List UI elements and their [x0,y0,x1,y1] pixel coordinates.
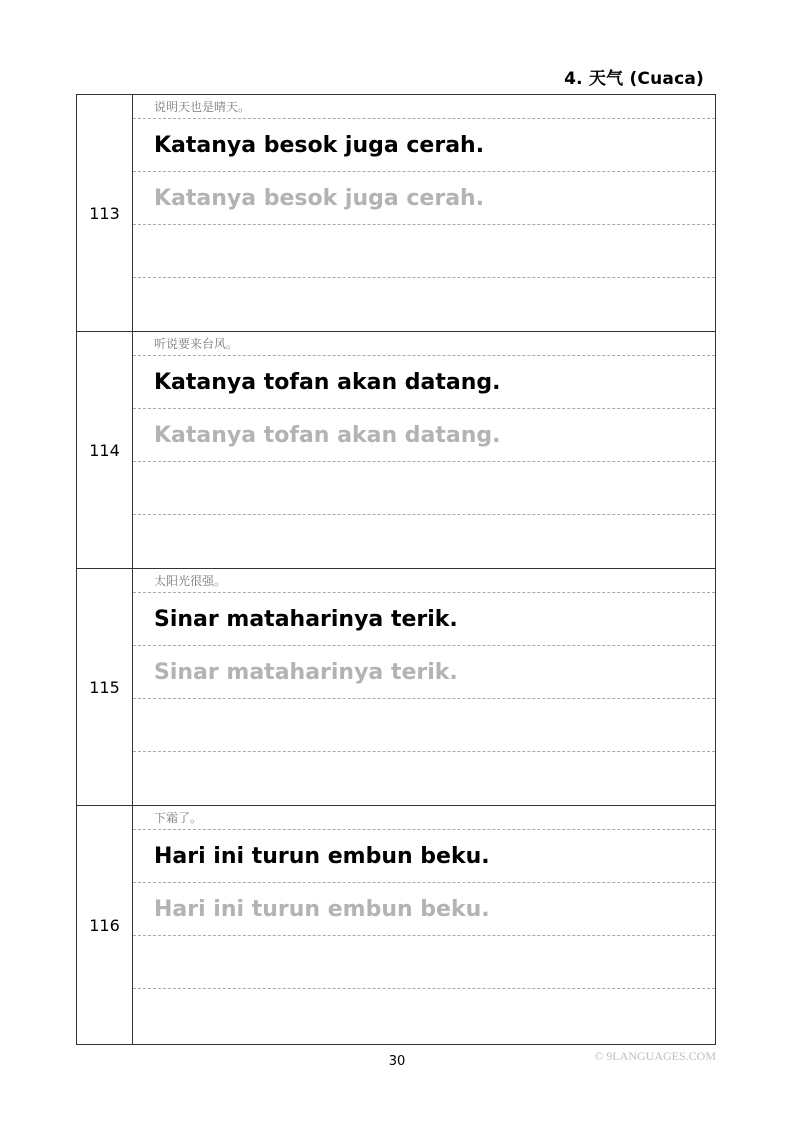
practice-entry [76,806,716,1045]
trace-sentence: Katanya besok juga cerah. [133,172,715,225]
blank-writing-line [133,225,715,278]
chinese-hint: 说明天也是晴天。 [133,95,715,119]
model-sentence: Katanya tofan akan datang. [133,356,715,409]
entry-number: 115 [76,569,133,805]
page-number: 30 [388,1054,406,1069]
entry-number: 116 [76,806,133,1044]
blank-writing-line [133,989,715,1042]
blank-writing-line [133,278,715,331]
practice-entry [76,332,716,569]
chinese-hint: 太阳光很强。 [133,569,715,593]
blank-writing-line [133,462,715,515]
writing-lines [133,806,716,1044]
trace-sentence: Katanya tofan akan datang. [133,409,715,462]
model-sentence: Katanya besok juga cerah. [133,119,715,172]
writing-lines [133,95,716,331]
entry-number: 113 [76,95,133,331]
trace-sentence: Sinar mataharinya terik. [133,646,715,699]
model-sentence: Sinar mataharinya terik. [133,593,715,646]
trace-sentence: Hari ini turun embun beku. [133,883,715,936]
chinese-hint: 下霜了。 [133,806,715,830]
writing-lines [133,332,716,568]
practice-sheet [76,94,716,1045]
chinese-hint: 听说要来台风。 [133,332,715,356]
writing-lines [133,569,716,805]
blank-writing-line [133,936,715,989]
section-title: 4. 天气 (Cuaca) [564,69,704,89]
blank-writing-line [133,515,715,568]
entry-number: 114 [76,332,133,568]
blank-writing-line [133,699,715,752]
practice-entry [76,569,716,806]
copyright-watermark: © 9LANGUAGES.COM [594,1049,716,1063]
model-sentence: Hari ini turun embun beku. [133,830,715,883]
practice-entry [76,95,716,332]
blank-writing-line [133,752,715,805]
